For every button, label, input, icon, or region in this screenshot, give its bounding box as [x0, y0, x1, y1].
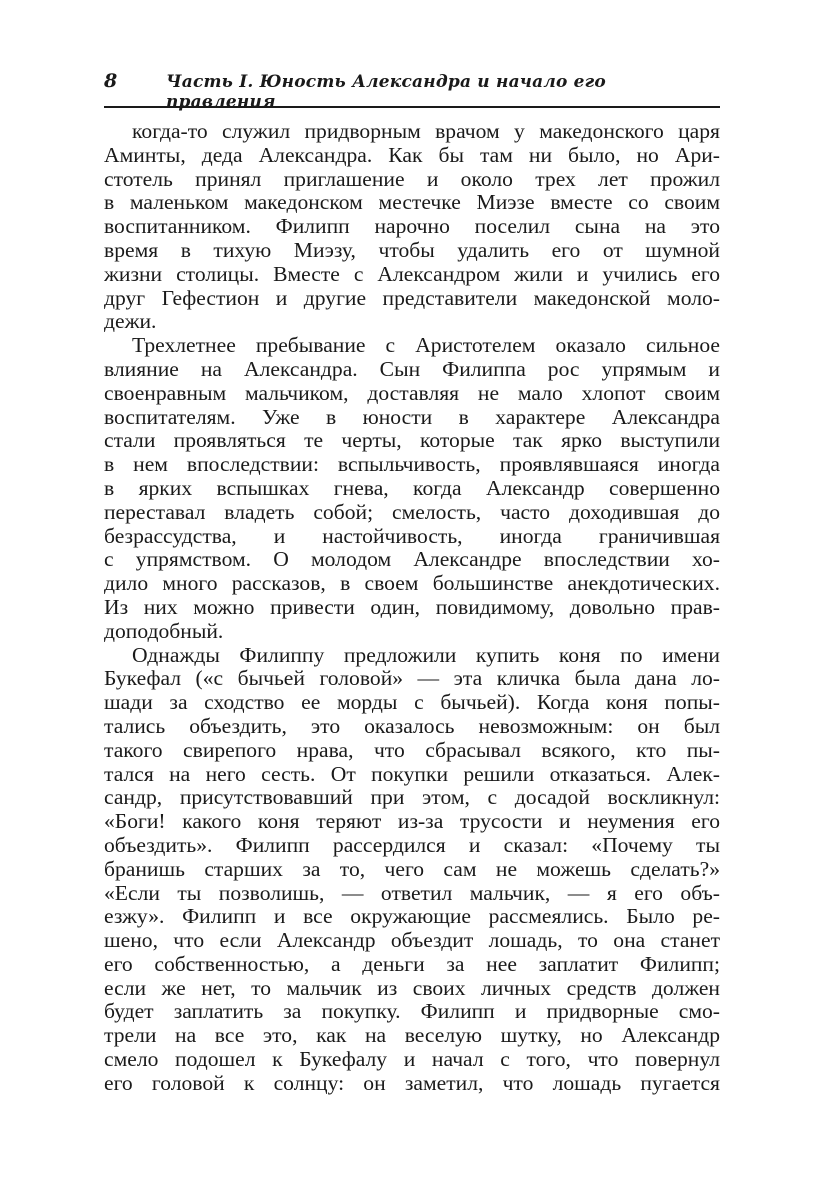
text-line: в нем впоследствии: вспыльчивость, проявлявшаяся иногда — [104, 453, 720, 477]
text-line: «Если ты позволишь, — ответил мальчик, — я его объ- — [104, 881, 720, 905]
paragraph — [104, 334, 720, 643]
text-line: стали проявляться те черты, которые так ярко выступили — [104, 429, 720, 453]
book-page — [104, 70, 720, 1096]
text-line: шади за сходство ее морды с бычьей). Когда коня попы- — [104, 691, 720, 715]
text-line: его собственностью, а деньги за нее заплатит Филипп; — [104, 952, 720, 976]
text-line: стотель принял приглашение и около трех лет прожил — [104, 167, 720, 191]
text-line: с упрямством. О молодом Александре впоследствии хо- — [104, 548, 720, 572]
text-line: Аминты, деда Александра. Как бы там ни было, но Ари- — [104, 143, 720, 167]
text-line: сандр, присутствовавший при этом, с досадой воскликнул: — [104, 786, 720, 810]
paragraph — [104, 120, 720, 334]
text-line: доподобный. — [104, 619, 224, 643]
running-head — [104, 70, 720, 112]
paragraph — [104, 644, 720, 1096]
text-line: тались объездить, это оказалось невозможным: он был — [104, 714, 720, 738]
text-line: тался на него сесть. От покупки решили отказаться. Алек- — [104, 762, 720, 786]
text-line: воспитанником. Филипп нарочно поселил сына на это — [104, 215, 720, 239]
text-line: в ярких вспышках гнева, когда Александр совершенно — [104, 476, 720, 500]
text-line: езжу». Филипп и все окружающие рассмеялись. Было ре- — [104, 905, 720, 929]
running-title: Часть I. Юность Александра и начало его правления — [166, 72, 606, 112]
text-line: жизни столицы. Вместе с Александром жили и учились его — [104, 262, 720, 286]
text-line: шено, что если Александр объездит лошадь, то она станет — [104, 929, 720, 953]
text-line: такого свирепого нрава, что сбрасывал всякого, кто пы- — [104, 738, 720, 762]
text-line: безрассудства, и настойчивость, иногда граничившая — [104, 524, 720, 548]
text-line: друг Гефестион и другие представители македонской моло- — [104, 286, 720, 310]
text-line: время в тихую Миэзу, чтобы удалить его от шумной — [104, 238, 720, 262]
text-line: Из них можно привести один, повидимому, довольно прав- — [104, 595, 720, 619]
text-line: если же нет, то мальчик из своих личных средств должен — [104, 976, 720, 1000]
text-line: воспитателям. Уже в юности в характере Александра — [104, 405, 720, 429]
text-line: дежи. — [104, 310, 157, 334]
text-line: его головой к солнцу: он заметил, что лошадь пугается — [104, 1071, 720, 1095]
text-line: в маленьком македонском местечке Миэзе вместе со своим — [104, 191, 720, 215]
text-line: будет заплатить за покупку. Филипп и придворные смо- — [104, 1000, 720, 1024]
text-line: когда-то служил придворным врачом у македонского царя — [132, 120, 720, 143]
page-number: 8 — [104, 70, 118, 92]
text-line: влияние на Александра. Сын Филиппа рос упрямым и — [104, 357, 720, 381]
body-text — [104, 120, 720, 1096]
text-line: Однажды Филиппу предложили купить коня по имени — [132, 643, 720, 667]
text-line: объездить». Филипп рассердился и сказал: «Почему ты — [104, 833, 720, 857]
text-line: Трехлетнее пребывание с Аристотелем оказало сильное — [132, 334, 720, 358]
text-line: переставал владеть собой; смелость, часто доходившая до — [104, 500, 720, 524]
text-line: дило много рассказов, в своем большинстве анекдотических. — [104, 572, 720, 596]
text-line: «Боги! какого коня теряют из-за трусости и неумения его — [104, 810, 720, 834]
text-line: бранишь старших за то, чего сам не можешь сделать?» — [104, 857, 720, 881]
text-line: своенравным мальчиком, доставляя не мало хлопот своим — [104, 381, 720, 405]
text-line: трели на все это, как на веселую шутку, но Александр — [104, 1024, 720, 1048]
text-line: смело подошел к Букефалу и начал с того, что повернул — [104, 1048, 720, 1072]
text-line: Букефал («с бычьей головой» — эта кличка была дана ло- — [104, 667, 720, 691]
